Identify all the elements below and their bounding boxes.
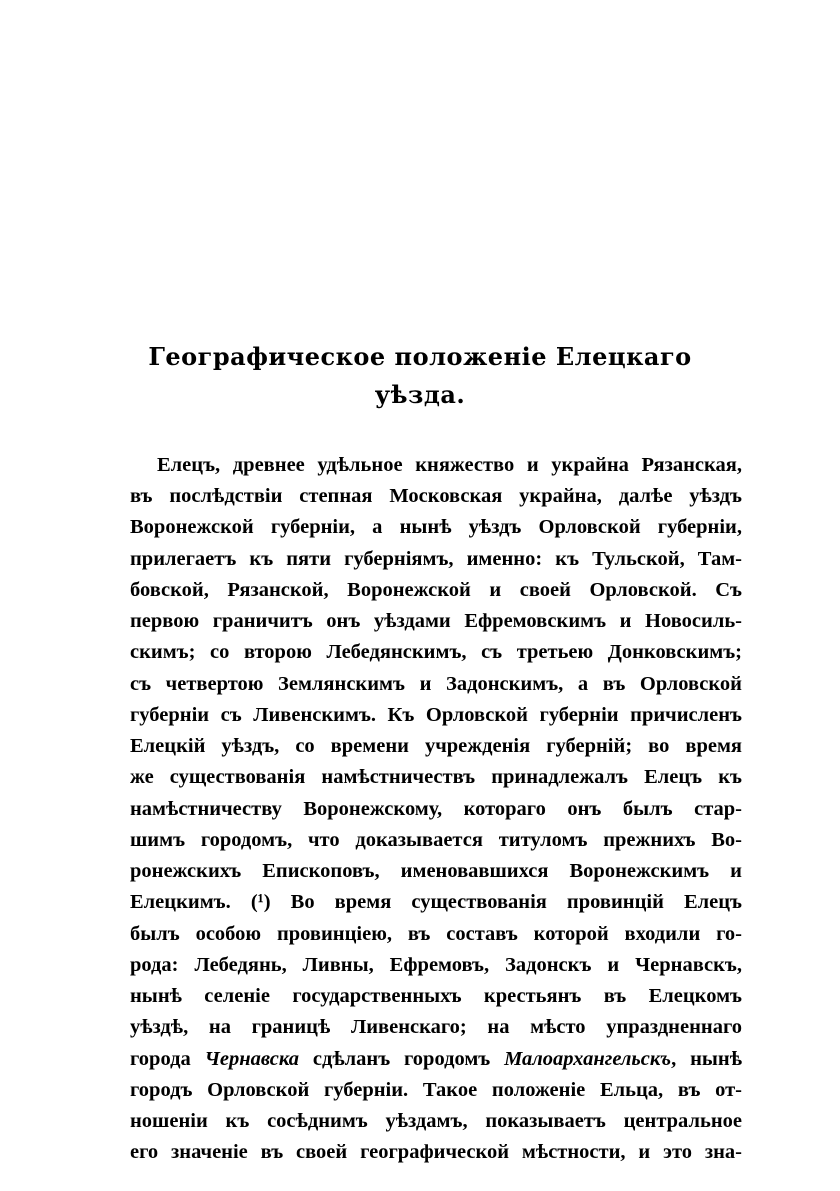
text-line: съ четвертою Землянскимъ и Задонскимъ, а въ Орловской <box>130 673 742 695</box>
text-line: рода: Лебедянь, Ливны, Ефремовъ, Задонскъ и Чернавскъ, <box>130 954 742 976</box>
text-line: Елецъ, древнее удѣльное княжество и украйна Рязанская, <box>157 454 742 476</box>
text-line: ношеніи къ сосѣднимъ уѣздамъ, показываетъ центральное <box>130 1110 742 1132</box>
text-line: былъ особою провинціею, въ составъ которой входили го- <box>130 923 742 945</box>
text-segment: города <box>130 1048 205 1070</box>
text-segment: сдѣланъ городомъ <box>299 1048 505 1070</box>
text-line: Воронежской губерніи, а нынѣ уѣздъ Орловской губерніи, <box>130 516 742 538</box>
text-line: городъ Орловской губерніи. Такое положеніе Ельца, въ от- <box>130 1079 742 1101</box>
text-line: нынѣ селеніе государственныхъ крестьянъ въ Елецкомъ <box>130 985 742 1007</box>
text-line: Елецкій уѣздъ, со времени учрежденія губерній; во время <box>130 735 742 757</box>
text-line: уѣздѣ, на границѣ Ливенскаго; на мѣсто упраздненнаго <box>130 1016 742 1038</box>
text-line: намѣстничеству Воронежскому, котораго онъ былъ стар- <box>130 798 742 820</box>
italic-place-name: Малоархангельскъ <box>504 1048 672 1070</box>
chapter-title: Географическое положеніе Елецкаго <box>148 342 692 371</box>
text-line: скимъ; со второю Лебедянскимъ, съ третьею Донковскимъ; <box>130 641 742 663</box>
text-line-with-italics <box>130 1044 742 1074</box>
text-line: губерніи съ Ливенскимъ. Къ Орловской губерніи причисленъ <box>130 704 742 726</box>
text-line: шимъ городомъ, что доказывается титуломъ прежнихъ Во- <box>130 829 742 851</box>
text-line: бовской, Рязанской, Воронежской и своей Орловской. Съ <box>130 579 742 601</box>
text-line: прилегаетъ къ пяти губерніямъ, именно: къ Тульской, Там- <box>130 548 742 570</box>
text-line: Елецкимъ. (¹) Во время существованія провинцій Елецъ <box>130 891 742 913</box>
chapter-title-continuation: уѣзда. <box>374 380 466 409</box>
text-line: первою граничитъ онъ уѣздами Ефремовскимъ и Новосиль- <box>130 610 742 632</box>
text-line: его значеніе въ своей географической мѣстности, и это зна- <box>130 1141 742 1163</box>
text-line: въ послѣдствіи степная Московская украйна, далѣе уѣздъ <box>130 485 742 507</box>
text-line: же существованія намѣстничествъ принадлежалъ Елецъ къ <box>130 766 742 788</box>
italic-place-name: Чернавска <box>204 1048 300 1070</box>
text-line: ронежскихъ Епископовъ, именовавшихся Воронежскимъ и <box>130 860 742 882</box>
text-segment: , нынѣ <box>671 1048 742 1070</box>
